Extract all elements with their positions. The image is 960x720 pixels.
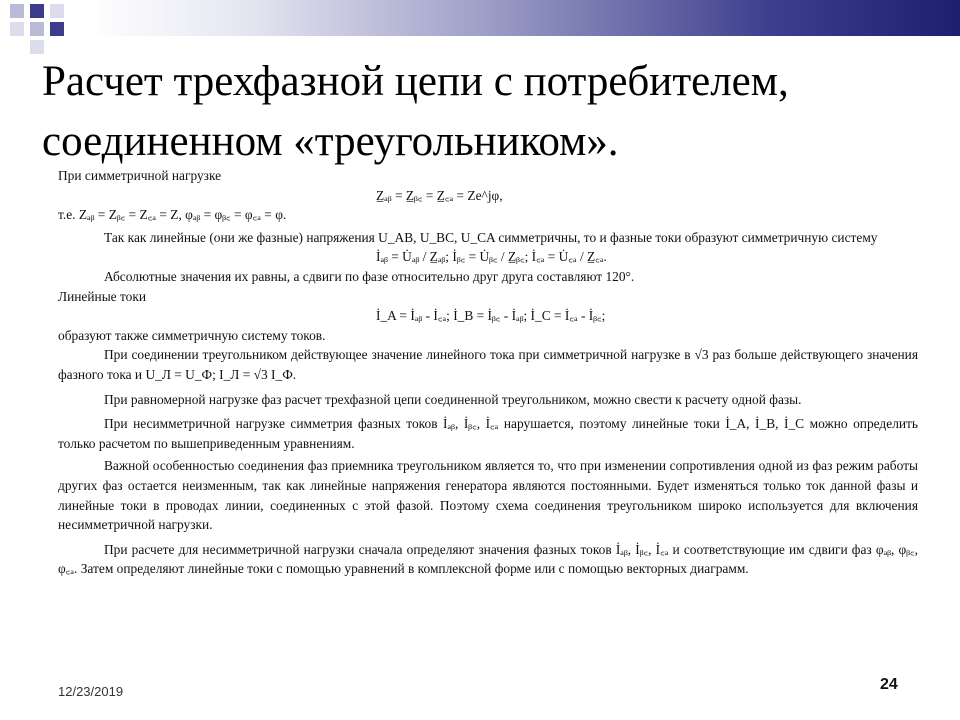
slide-title-line-1: Расчет трехфазной цепи с потребителем,: [42, 58, 789, 105]
corner-square: [10, 22, 24, 36]
corner-square: [30, 22, 44, 36]
paragraph-symmetric-voltages: Так как линейные (они же фазные) напряжения U_AB, U_BC, U_CA симметричны, то и фазные токи образуют симметричную систему: [104, 229, 878, 245]
formula-impedances: Z̲ₐᵦ = Z̲ᵦ꜀ = Z̲꜀ₐ = Ze^jφ,: [376, 187, 503, 203]
slide-number: 24: [880, 676, 898, 693]
paragraph-line-currents-label: Линейные токи: [58, 288, 147, 304]
corner-square: [10, 4, 24, 18]
slide-date: 12/23/2019: [58, 684, 124, 699]
slide-body: [58, 166, 918, 579]
paragraph-symmetric-load: При симметричной нагрузке: [58, 168, 222, 183]
decorative-corner-squares: [0, 0, 88, 56]
paragraph-triangle-relation: При соединении треугольником действующее значение линейного тока при симметричной нагрузке в √3 раз больше действующего значения фазного тока и U_Л = U_Ф; I_Л = √3 I_Ф.: [58, 347, 918, 382]
paragraph-uniform-load: При равномерной нагрузке фаз расчет трехфазной цепи соединенной треугольником, можно свести к расчету одной фазы.: [104, 391, 802, 407]
header-gradient-bar: [88, 0, 960, 36]
corner-square: [30, 4, 44, 18]
slide-title: [42, 52, 942, 172]
formula-phase-currents: İₐᵦ = U̇ₐᵦ / Z̲ₐᵦ; İᵦ꜀ = U̇ᵦ꜀ / Z̲ᵦ꜀; İ꜀ₐ = U̇꜀ₐ / Z̲꜀ₐ.: [376, 249, 607, 265]
corner-square: [50, 4, 64, 18]
corner-square: [50, 22, 64, 36]
paragraph-asymmetric-load: При несимметричной нагрузке симметрия фазных токов İₐᵦ, İᵦ꜀, İ꜀ₐ нарушается, поэтому линейные токи İ_A, İ_B, İ_C можно определить только расчетом по вышеприведенным уравнениям.: [58, 416, 918, 451]
paragraph-symmetric-system: образуют также симметричную систему токов.: [58, 327, 326, 343]
formula-line-currents: İ_A = İₐᵦ - İ꜀ₐ; İ_B = İᵦ꜀ - İₐᵦ; İ_C = İ꜀ₐ - İᵦ꜀;: [376, 308, 606, 324]
paragraph-triangle-feature: Важной особенностью соединения фаз приемника треугольником является то, что при изменении сопротивления одной из фаз режим работы других фаз остается неизменным, так как линейные напряжения генератора являются постоянными. Будет изменяться только ток данной фазы и линейные токи в проводах линии, соединенных с этой фазой. Поэтому схема соединения треугольником широко используется для включения несимметричной нагрузки.: [58, 458, 918, 533]
paragraph-equal-impedances: т.е. Zₐᵦ = Zᵦ꜀ = Z꜀ₐ = Z, φₐᵦ = φᵦ꜀ = φ꜀ₐ = φ.: [58, 207, 287, 223]
paragraph-phase-shift: Абсолютные значения их равны, а сдвиги по фазе относительно друг друга составляют 120°.: [104, 268, 635, 284]
slide-title-line-2: соединенном «треугольником».: [42, 118, 619, 165]
paragraph-asymmetric-calculation: При расчете для несимметричной нагрузки сначала определяют значения фазных токов İₐᵦ, İᵦ꜀, İ꜀ₐ и соответствующие им сдвиги фаз φₐᵦ, φᵦ꜀, φ꜀ₐ. Затем определяют линейные токи с помощью уравнений в комплексной форме или с помощью векторных диаграмм.: [58, 541, 918, 577]
